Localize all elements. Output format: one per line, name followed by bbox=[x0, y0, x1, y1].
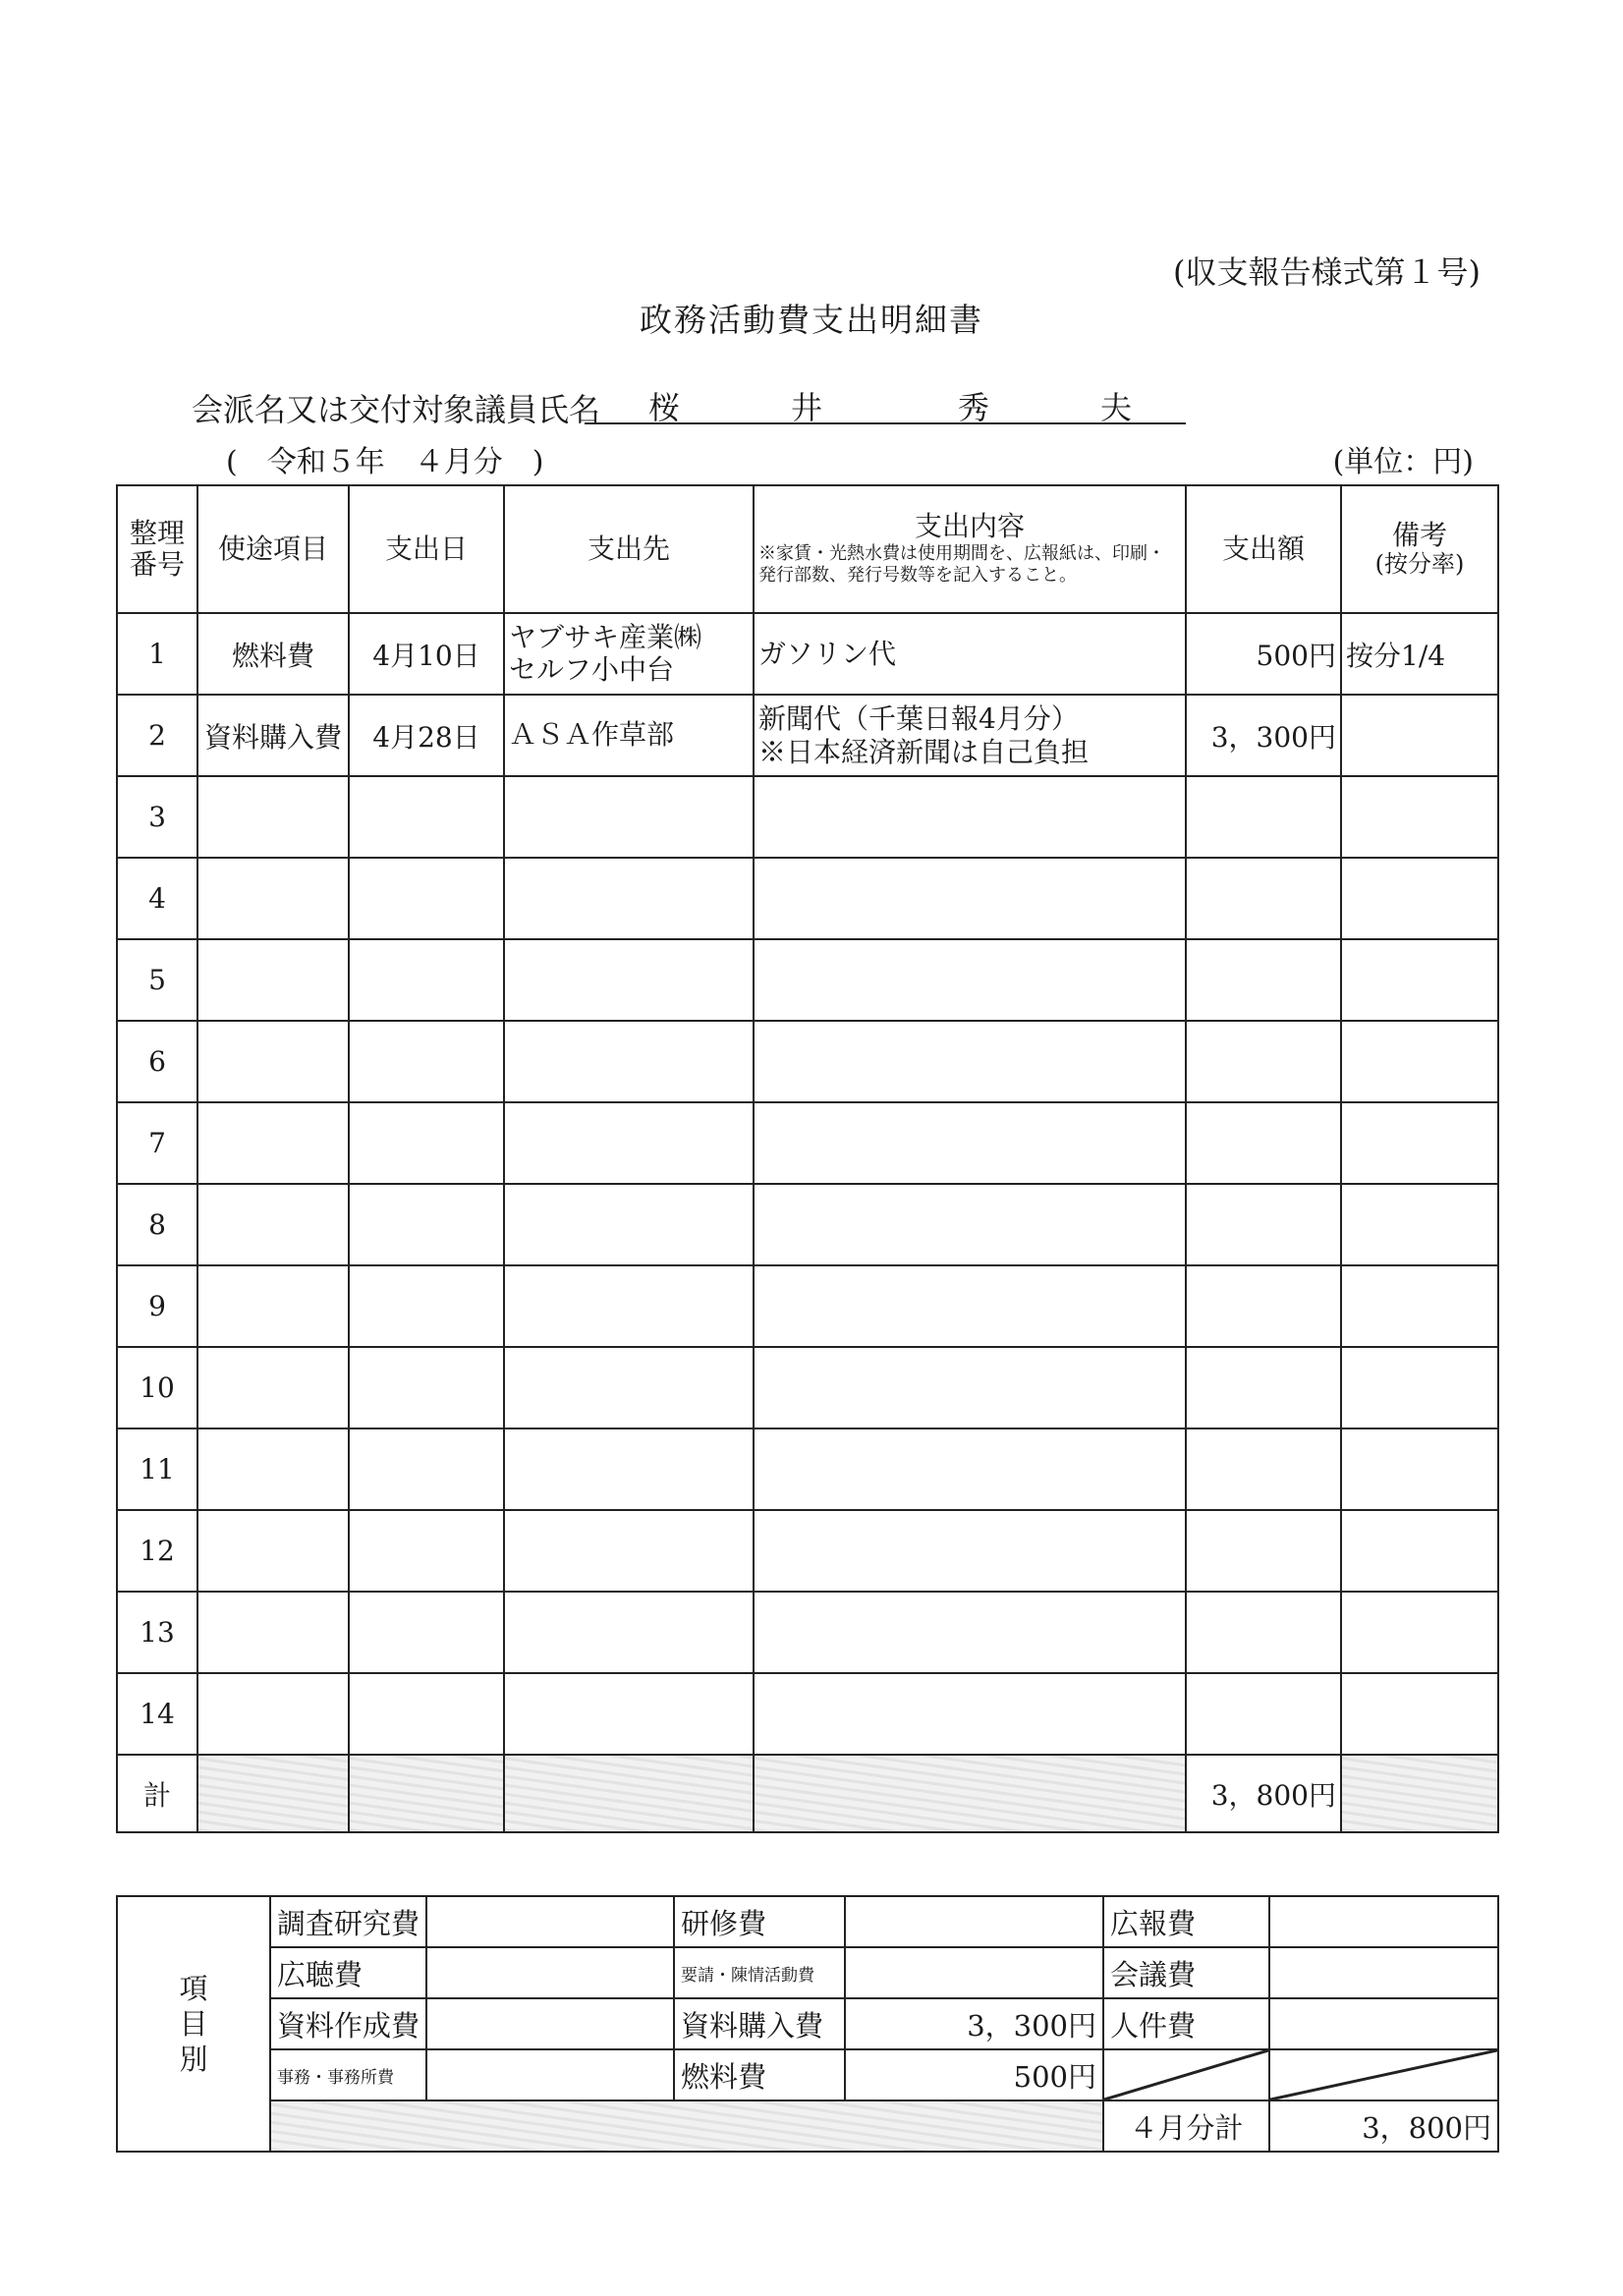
row-date bbox=[349, 1184, 504, 1265]
category-label: 人件費 bbox=[1103, 1998, 1269, 2049]
row-date bbox=[349, 858, 504, 939]
row-amount bbox=[1186, 1673, 1341, 1755]
row-number: 13 bbox=[117, 1592, 197, 1673]
row-amount bbox=[1186, 1510, 1341, 1592]
row-content: 新聞代（千葉日報4月分） ※日本経済新聞は自己負担 bbox=[754, 695, 1186, 776]
row-content bbox=[754, 858, 1186, 939]
row-content bbox=[754, 1347, 1186, 1428]
row-number: 3 bbox=[117, 776, 197, 858]
header-amount: 支出額 bbox=[1186, 485, 1341, 613]
row-content bbox=[754, 776, 1186, 858]
row-purpose bbox=[197, 1102, 349, 1184]
header-number: 整理 番号 bbox=[117, 485, 197, 613]
table-row bbox=[117, 613, 1498, 695]
row-purpose bbox=[197, 939, 349, 1021]
row-content bbox=[754, 1673, 1186, 1755]
row-payee bbox=[504, 1592, 754, 1673]
row-content bbox=[754, 1102, 1186, 1184]
row-amount bbox=[1186, 1592, 1341, 1673]
table-header-row bbox=[117, 485, 1498, 613]
category-label: 資料作成費 bbox=[270, 1998, 426, 2049]
header-purpose: 使途項目 bbox=[197, 485, 349, 613]
row-amount bbox=[1186, 1265, 1341, 1347]
row-date bbox=[349, 939, 504, 1021]
total-label: 計 bbox=[117, 1755, 197, 1832]
row-purpose bbox=[197, 1673, 349, 1755]
header-content: 支出内容 ※家賃・光熱水費は使用期間を、広報紙は、印刷・発行部数、発行号数等を記入すること。 bbox=[754, 485, 1186, 613]
diagonal-strike-cell bbox=[1269, 2049, 1498, 2100]
row-date bbox=[349, 1673, 504, 1755]
table-row bbox=[117, 1673, 1498, 1755]
row-purpose: 資料購入費 bbox=[197, 695, 349, 776]
total-amount: 3，800円 bbox=[1186, 1755, 1341, 1832]
row-amount bbox=[1186, 1021, 1341, 1102]
row-date bbox=[349, 1265, 504, 1347]
category-value bbox=[1269, 1998, 1498, 2049]
category-label: 燃料費 bbox=[674, 2049, 845, 2100]
member-name bbox=[585, 383, 1186, 424]
row-purpose bbox=[197, 1510, 349, 1592]
member-name-char: 井 bbox=[791, 389, 823, 426]
row-content bbox=[754, 1510, 1186, 1592]
diagonal-strike-cell bbox=[1103, 2049, 1269, 2100]
row-purpose bbox=[197, 858, 349, 939]
header-date: 支出日 bbox=[349, 485, 504, 613]
row-purpose bbox=[197, 1428, 349, 1510]
row-payee: ヤブサキ産業㈱ セルフ小中台 bbox=[504, 613, 754, 695]
row-amount bbox=[1186, 1347, 1341, 1428]
category-label: 資料購入費 bbox=[674, 1998, 845, 2049]
table-row bbox=[117, 1021, 1498, 1102]
row-remarks bbox=[1341, 858, 1498, 939]
row-amount bbox=[1186, 1428, 1341, 1510]
row-payee bbox=[504, 1428, 754, 1510]
row-content: ガソリン代 bbox=[754, 613, 1186, 695]
row-amount: 500円 bbox=[1186, 613, 1341, 695]
row-purpose bbox=[197, 1184, 349, 1265]
row-number: 7 bbox=[117, 1102, 197, 1184]
row-date bbox=[349, 1510, 504, 1592]
header-payee: 支出先 bbox=[504, 485, 754, 613]
document-title: 政務活動費支出明細書 bbox=[640, 301, 983, 339]
row-payee bbox=[504, 1184, 754, 1265]
row-date: 4月28日 bbox=[349, 695, 504, 776]
row-purpose bbox=[197, 776, 349, 858]
row-date bbox=[349, 1021, 504, 1102]
table-row bbox=[117, 858, 1498, 939]
month-total-value: 3，800円 bbox=[1269, 2100, 1498, 2152]
row-remarks bbox=[1341, 1428, 1498, 1510]
category-value bbox=[426, 1947, 674, 1998]
category-label: 調査研究費 bbox=[270, 1896, 426, 1947]
table-row bbox=[117, 1428, 1498, 1510]
row-remarks bbox=[1341, 1021, 1498, 1102]
row-remarks bbox=[1341, 1184, 1498, 1265]
category-value bbox=[845, 1896, 1103, 1947]
category-value bbox=[426, 2049, 674, 2100]
row-date bbox=[349, 1592, 504, 1673]
row-amount bbox=[1186, 858, 1341, 939]
total-row bbox=[117, 1755, 1498, 1832]
row-number: 14 bbox=[117, 1673, 197, 1755]
member-name-char: 桜 bbox=[648, 389, 681, 426]
row-remarks bbox=[1341, 1347, 1498, 1428]
category-value bbox=[1269, 1947, 1498, 1998]
row-date bbox=[349, 1428, 504, 1510]
row-purpose bbox=[197, 1347, 349, 1428]
member-name-char: 秀 bbox=[958, 389, 990, 426]
table-row bbox=[117, 939, 1498, 1021]
row-number: 9 bbox=[117, 1265, 197, 1347]
category-label: 事務・事務所費 bbox=[270, 2049, 426, 2100]
row-remarks bbox=[1341, 776, 1498, 858]
row-payee bbox=[504, 1102, 754, 1184]
row-amount: 3，300円 bbox=[1186, 695, 1341, 776]
member-name-char: 夫 bbox=[1100, 389, 1133, 426]
row-remarks bbox=[1341, 1265, 1498, 1347]
table-row bbox=[117, 1592, 1498, 1673]
row-content bbox=[754, 1592, 1186, 1673]
row-remarks bbox=[1341, 939, 1498, 1021]
row-remarks bbox=[1341, 695, 1498, 776]
header-remarks: 備考 (按分率) bbox=[1341, 485, 1498, 613]
shaded-area bbox=[270, 2100, 1103, 2152]
row-content bbox=[754, 939, 1186, 1021]
row-payee bbox=[504, 1673, 754, 1755]
row-amount bbox=[1186, 1184, 1341, 1265]
report-period: ( 令和５年 ４月分 ) bbox=[226, 445, 544, 479]
table-row bbox=[117, 1347, 1498, 1428]
category-label: 会議費 bbox=[1103, 1947, 1269, 1998]
row-purpose bbox=[197, 1021, 349, 1102]
category-value: 3，300円 bbox=[845, 1998, 1103, 2049]
table-row bbox=[117, 776, 1498, 858]
row-remarks bbox=[1341, 1673, 1498, 1755]
row-date bbox=[349, 1102, 504, 1184]
table-row bbox=[117, 1102, 1498, 1184]
category-value bbox=[426, 1896, 674, 1947]
category-label: 広聴費 bbox=[270, 1947, 426, 1998]
category-summary-table bbox=[116, 1895, 1499, 2153]
row-number: 6 bbox=[117, 1021, 197, 1102]
row-number: 5 bbox=[117, 939, 197, 1021]
row-payee bbox=[504, 858, 754, 939]
category-label: 広報費 bbox=[1103, 1896, 1269, 1947]
row-content bbox=[754, 1265, 1186, 1347]
row-number: 12 bbox=[117, 1510, 197, 1592]
content-note: ※家賃・光熱水費は使用期間を、広報紙は、印刷・発行部数、発行号数等を記入すること。 bbox=[758, 542, 1165, 587]
row-payee bbox=[504, 1021, 754, 1102]
category-label: 要請・陳情活動費 bbox=[674, 1947, 845, 1998]
category-value: 500円 bbox=[845, 2049, 1103, 2100]
row-number: 1 bbox=[117, 613, 197, 695]
row-number: 11 bbox=[117, 1428, 197, 1510]
row-payee bbox=[504, 939, 754, 1021]
row-number: 2 bbox=[117, 695, 197, 776]
table-row bbox=[117, 1510, 1498, 1592]
row-remarks: 按分1/4 bbox=[1341, 613, 1498, 695]
category-value bbox=[845, 1947, 1103, 1998]
row-date bbox=[349, 776, 504, 858]
category-value bbox=[426, 1998, 674, 2049]
row-content bbox=[754, 1428, 1186, 1510]
row-remarks bbox=[1341, 1592, 1498, 1673]
table-row bbox=[117, 695, 1498, 776]
row-amount bbox=[1186, 1102, 1341, 1184]
unit-label: (単位：円) bbox=[1332, 445, 1474, 479]
table-row bbox=[117, 1265, 1498, 1347]
category-value bbox=[1269, 1896, 1498, 1947]
row-date: 4月10日 bbox=[349, 613, 504, 695]
row-payee bbox=[504, 1347, 754, 1428]
row-number: 8 bbox=[117, 1184, 197, 1265]
month-total-label: ４月分計 bbox=[1103, 2100, 1269, 2152]
row-remarks bbox=[1341, 1102, 1498, 1184]
table-row bbox=[117, 1184, 1498, 1265]
row-payee bbox=[504, 1265, 754, 1347]
row-amount bbox=[1186, 939, 1341, 1021]
row-number: 10 bbox=[117, 1347, 197, 1428]
row-date bbox=[349, 1347, 504, 1428]
row-purpose bbox=[197, 1592, 349, 1673]
expense-table bbox=[116, 484, 1499, 1833]
row-content bbox=[754, 1184, 1186, 1265]
row-content bbox=[754, 1021, 1186, 1102]
row-payee bbox=[504, 776, 754, 858]
party-label: 会派名又は交付対象議員氏名 bbox=[192, 391, 601, 428]
row-payee bbox=[504, 1510, 754, 1592]
row-number: 4 bbox=[117, 858, 197, 939]
row-purpose: 燃料費 bbox=[197, 613, 349, 695]
category-label: 研修費 bbox=[674, 1896, 845, 1947]
row-remarks bbox=[1341, 1510, 1498, 1592]
row-purpose bbox=[197, 1265, 349, 1347]
form-number: (収支報告様式第１号) bbox=[1173, 253, 1481, 291]
row-amount bbox=[1186, 776, 1341, 858]
row-payee: ＡＳＡ作草部 bbox=[504, 695, 754, 776]
category-side-label: 項 目 別 bbox=[117, 1896, 270, 2152]
